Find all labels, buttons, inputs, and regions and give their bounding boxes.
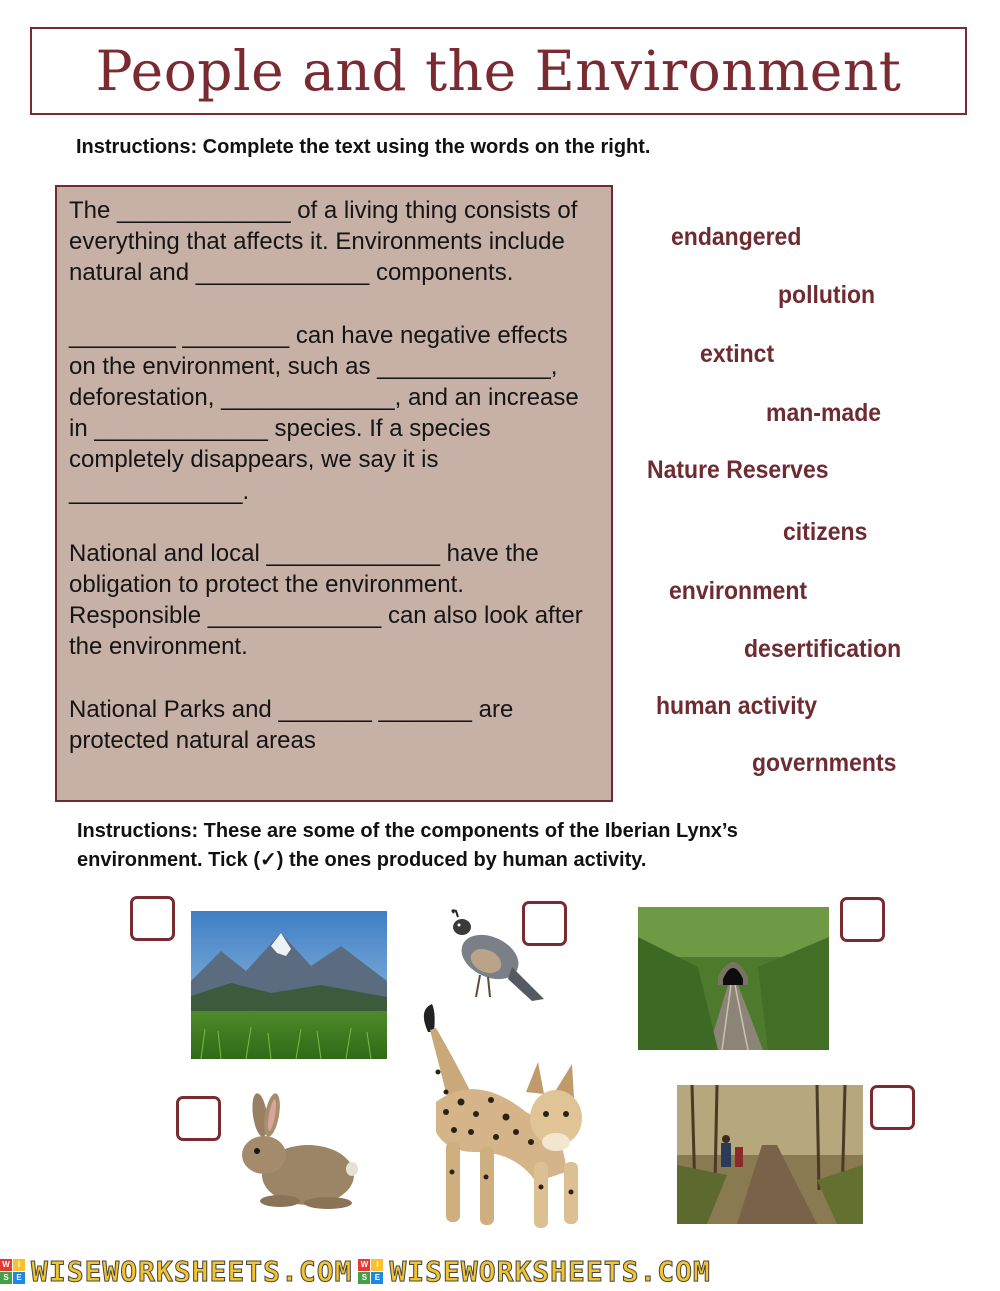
checkbox-railway-tunnel[interactable]: [840, 897, 885, 942]
word-governments[interactable]: governments: [752, 749, 897, 777]
rabbit-image: [230, 1093, 358, 1210]
page-title: People and the Environment: [95, 39, 902, 103]
railway-tunnel-image: [638, 907, 829, 1050]
checkbox-forest-path[interactable]: [870, 1085, 915, 1130]
watermark-text-2: WISEWORKSHEETS.COM: [389, 1255, 711, 1288]
title-box: [30, 27, 967, 115]
checkbox-rabbit[interactable]: [176, 1096, 221, 1141]
word-endangered[interactable]: endangered: [671, 223, 802, 251]
instructions-fill-in: Instructions: Complete the text using the words on the right.: [76, 136, 651, 158]
paragraph-3: National and local _____________ have the obligation to protect the environment. Responsible _____________ can also look after the environment.: [69, 539, 583, 661]
mountain-meadow-image: [191, 911, 387, 1059]
word-environment[interactable]: environment: [669, 577, 808, 605]
instructions-tick-line-2: environment. Tick (✓) the ones produced by human activity.: [77, 849, 647, 871]
word-extinct[interactable]: extinct: [700, 340, 775, 368]
checkbox-mountain-meadow[interactable]: [130, 896, 175, 941]
iberian-lynx-image: [416, 1002, 594, 1234]
word-pollution[interactable]: pollution: [778, 281, 876, 309]
fill-in-text-box: [55, 185, 613, 802]
watermark-text-1: WISEWORKSHEETS.COM: [31, 1255, 353, 1288]
instructions-tick-line-1: Instructions: These are some of the components of the Iberian Lynx’s: [77, 820, 738, 842]
paragraph-2: ________ ________ can have negative effects on the environment, such as _____________, deforestation, _____________, and an increase in _____________ species. If a species completely disappears, we say it is _____________.: [69, 321, 579, 505]
forest-path-image: [677, 1085, 863, 1224]
paragraph-4: National Parks and _______ _______ are protected natural areas: [69, 695, 514, 754]
word-human-activity[interactable]: human activity: [656, 692, 818, 720]
word-nature-reserves[interactable]: Nature Reserves: [647, 456, 829, 484]
watermark-logo-icon-2: W I S E: [358, 1259, 383, 1284]
word-man-made[interactable]: man-made: [766, 399, 882, 427]
quail-image: [440, 909, 544, 1005]
watermark-logo-icon: W I S E: [0, 1259, 25, 1284]
instructions-tick: [77, 817, 738, 875]
word-desertification[interactable]: desertification: [744, 635, 902, 663]
watermark: [0, 1252, 1000, 1291]
word-citizens[interactable]: citizens: [783, 518, 868, 546]
paragraph-1: The _____________ of a living thing consists of everything that affects it. Environments include natural and _____________ components.: [69, 197, 578, 287]
